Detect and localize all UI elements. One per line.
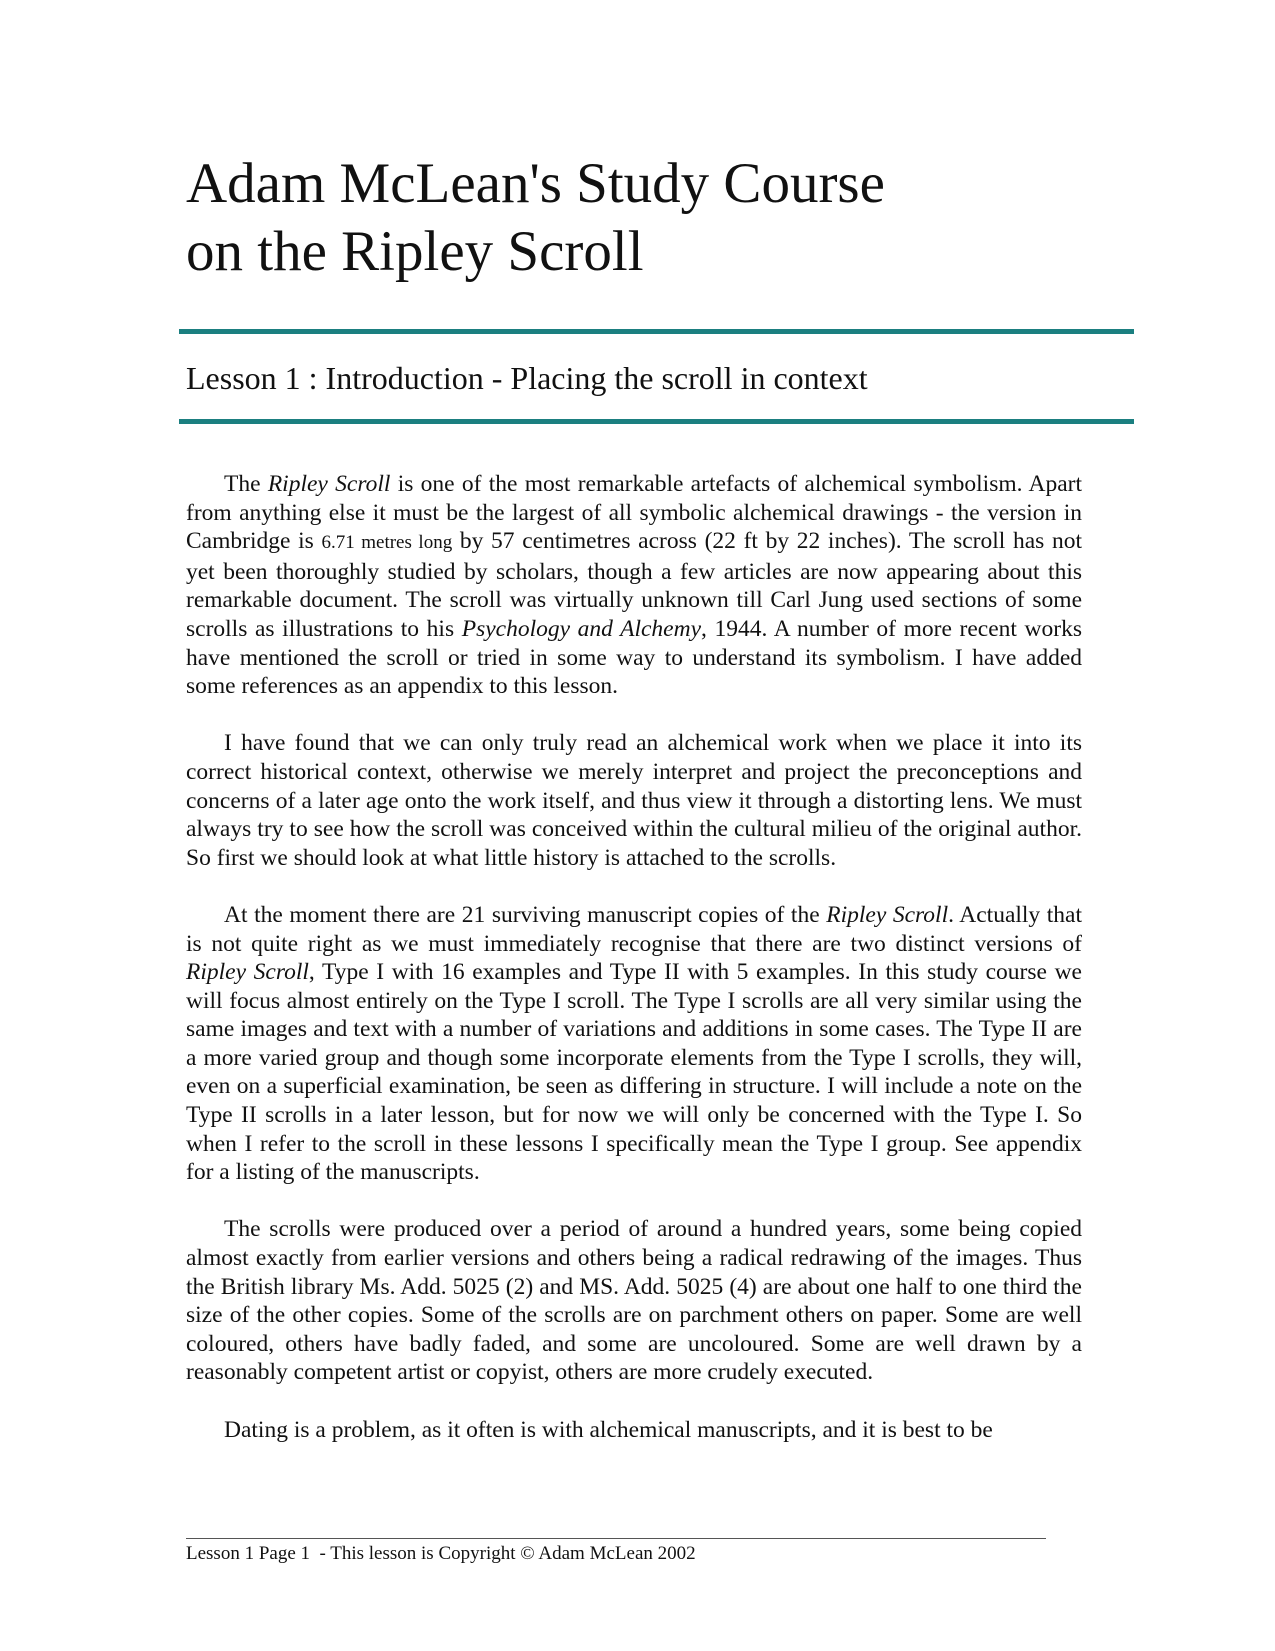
footer-rule (186, 1538, 1046, 1539)
p1-length: 6.71 metres long (321, 532, 453, 554)
paragraph-1 (186, 470, 1082, 701)
p1-text-a: The (224, 471, 268, 497)
paragraph-2: I have found that we can only truly read an alchemical work when we place it into its correct historical context, otherwise we merely interpret and project the preconceptions and concerns of a later age onto the work itself, and thus view it through a distorting lens. We must always try to see how the scroll was conceived within the cultural milieu of the original author. So first we should look at what little history is attached to the scrolls. (186, 730, 1082, 871)
p1-text-g: , 1944. A number of more recent works have mentioned the scroll or tried in some way to understand its symbolism. I have added some references as an appendix to this lesson. (186, 615, 1082, 700)
p3-text-a: At the moment there are 21 surviving manuscript copies of the (224, 901, 827, 928)
body-text (186, 470, 1082, 1473)
heading-top-rule (179, 329, 1134, 334)
page-title (186, 150, 1086, 286)
paragraph-5: Dating is a problem, as it often is with alchemical manuscripts, and it is best to be (224, 1416, 993, 1443)
heading-bottom-rule (179, 419, 1134, 424)
title-line-1: Adam McLean's Study Course (186, 152, 885, 215)
paragraph-4: The scrolls were produced over a period of around a hundred years, some being copied almost exactly from earlier versions and others being a radical redrawing of the images. Thus the British library Ms. Add. 5025 (2) and MS. Add. 5025 (4) are about one half to one third the size of the other copies. Some of the scrolls are on parchment others on paper. Some are well coloured, others have badly faded, and some are uncoloured. Some are well drawn by a reasonably competent artist or copyist, others are more crudely executed. (186, 1216, 1082, 1386)
lesson-heading: Lesson 1 : Introduction - Placing the scroll in context (186, 360, 868, 396)
p3-text-e: , Type I with 16 examples and Type II with 5 examples. In this study course we will focus almost entirely on the Type I scroll. The Type I scrolls are all very similar using the same images and text with a number of variations and additions in some cases. The Type II are a more varied group and though some incorporate elements from the Type I scrolls, they will, even on a superficial examination, be seen as differing in structure. I will include a note on the Type II scrolls in a later lesson, but for now we will only be concerned with the Type I. So when I refer to the scroll in these lessons I specifically mean the Type I group. See appendix for a listing of the manuscripts. (186, 959, 1082, 1186)
p3-title-ripley-scroll-1: Ripley Scroll (826, 901, 949, 928)
p3-text-c: . Actually that is not quite right as we must immediately recognise that there are two distinct versions of (186, 901, 1082, 957)
title-line-2: on the Ripley Scroll (186, 220, 644, 283)
p1-title-ripley-scroll: Ripley Scroll (267, 471, 391, 497)
page-footer: Lesson 1 Page 1 - This lesson is Copyright © Adam McLean 2002 (186, 1543, 696, 1564)
p1-text-c: is one of the most remarkable artefacts of alchemical symbolism. Apart from anything else it must be the largest of all symbolic alchemical drawings - the version in Cambridge is (186, 471, 1082, 555)
p3-title-ripley-scroll-2: Ripley Scroll (186, 959, 309, 986)
p1-title-psychology-and-alchemy: Psychology and Alchemy (461, 615, 702, 642)
p1-text-e: by 57 centimetres across (22 ft by 22 inches). The scroll has not yet been thoroughly studied by scholars, though a few articles are now appearing about this remarkable document. The scroll was virtually unknown till Carl Jung used sections of some scrolls as illustrations to his (186, 528, 1082, 642)
paragraph-3 (186, 901, 1082, 1187)
